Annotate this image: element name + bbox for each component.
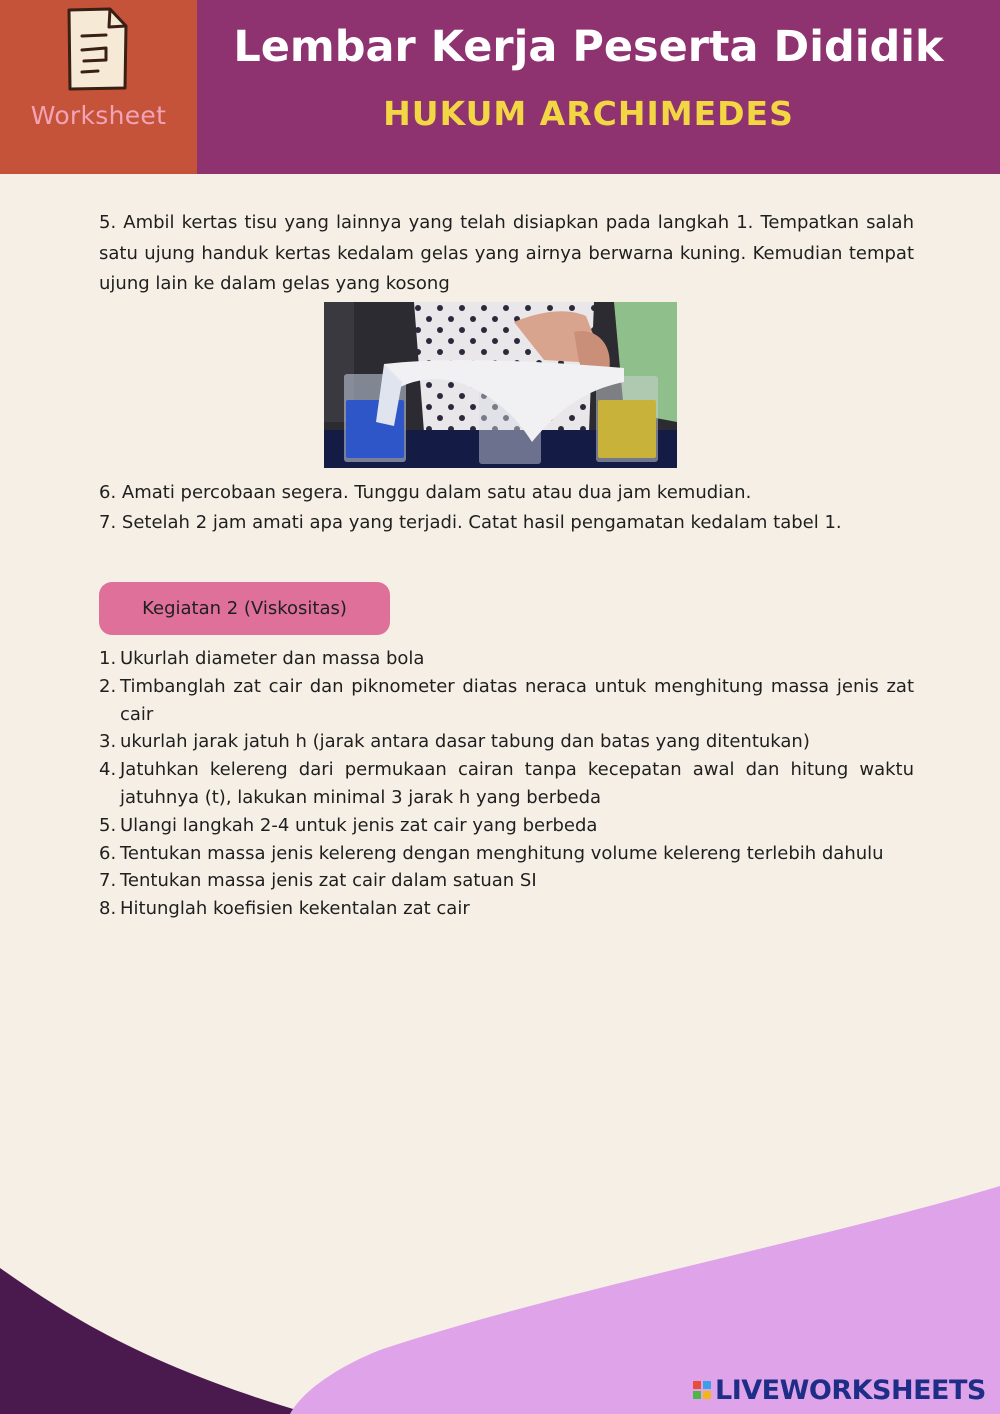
worksheet-label: Worksheet: [30, 101, 167, 130]
step-5-text: 5. Ambil kertas tisu yang lainnya yang telah disiapkan pada langkah 1. Tempatkan salah satu ujung handuk kertas kedalam gelas yang airnya berwarna kuning. Kemudian tempat ujung lain ke dalam gelas yang kosong: [99, 212, 914, 294]
step-7-text: 7. Setelah 2 jam amati apa yang terjadi. Catat hasil pengamatan kedalam tabel 1.: [99, 511, 842, 533]
list-item: 8. Hitunglah koefisien kekentalan zat cair: [99, 898, 470, 920]
list-item: 4. Jatuhkan kelereng dari permukaan cairan tanpa kecepatan awal dan hitung waktu jatuhnya (t), lakukan minimal 3 jarak h yang berbeda: [99, 759, 914, 808]
step-6-text: 6. Amati percobaan segera. Tunggu dalam satu atau dua jam kemudian.: [99, 482, 752, 503]
list-item: 3. ukurlah jarak jatuh h (jarak antara dasar tabung dan batas yang ditentukan): [99, 731, 810, 753]
list-item: 1. Ukurlah diameter dan massa bola: [99, 648, 425, 669]
list-item: 6. Tentukan massa jenis kelereng dengan menghitung volume kelereng terlebih dahulu: [99, 842, 884, 864]
header-banner: [0, 0, 1000, 174]
list-item: 5. Ulangi langkah 2-4 untuk jenis zat cair yang berbeda: [99, 814, 598, 836]
experiment-photo: [324, 302, 677, 468]
activity-2-steps: [99, 645, 914, 923]
liveworksheets-logo-icon: [693, 1381, 711, 1399]
liveworksheets-logo: [693, 1373, 986, 1407]
list-item: 2. Timbanglah zat cair dan piknometer diatas neraca untuk menghitung massa jenis zat cair: [99, 675, 914, 725]
worksheet-badge: [0, 0, 197, 174]
activity-2-label: Kegiatan 2 (Viskositas): [99, 582, 390, 635]
document-icon: [64, 6, 130, 92]
page-title: Lembar Kerja Peserta Dididik: [233, 22, 944, 72]
list-item: 7. Tentukan massa jenis zat cair dalam satuan SI: [99, 870, 537, 892]
liveworksheets-logo-text: LIVEWORKSHEETS: [715, 1374, 986, 1406]
steps-list-continued: [99, 478, 914, 537]
page-subtitle: HUKUM ARCHIMEDES: [383, 94, 794, 133]
